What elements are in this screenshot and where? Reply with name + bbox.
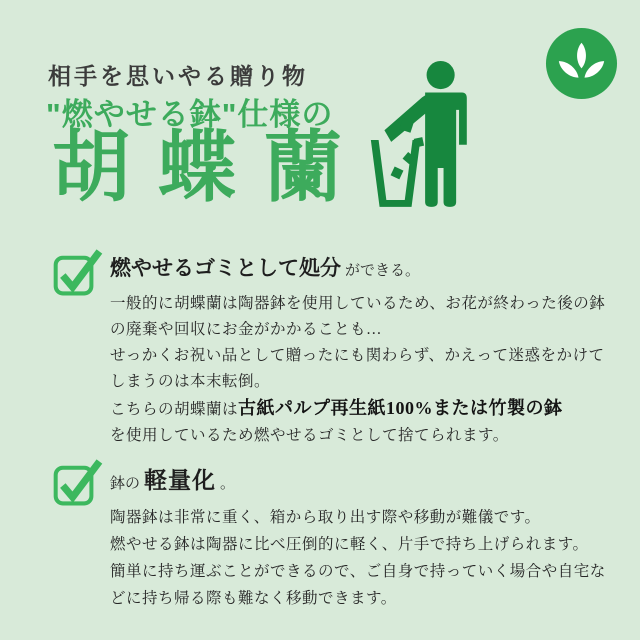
heading-suffix: ができる。	[345, 263, 421, 279]
section-disposal	[110, 252, 615, 449]
heading-main: 燃やせるゴミとして処分	[110, 256, 341, 280]
heading-prefix: 鉢の	[110, 476, 141, 492]
body-line: を使用しているため燃やせるゴミとして捨てられます。	[110, 427, 509, 444]
page-title: 胡蝶蘭	[52, 123, 371, 211]
leaf-circle-icon	[544, 26, 619, 101]
section-disposal-heading	[110, 252, 615, 282]
checked-checkbox-icon	[53, 247, 103, 297]
section-lightweight	[110, 462, 615, 612]
heading-suffix: 。	[220, 476, 236, 492]
heading-main: 軽量化	[144, 468, 217, 493]
body-line: 一般的に胡蝶蘭は陶器鉢を使用しているため、お花が終わった後の鉢	[110, 295, 606, 312]
body-line: しまうのは本末転倒。	[110, 373, 271, 390]
body-line: 簡単に持ち運ぶことができるので、ご自身で持っていく場合や自宅な	[110, 563, 606, 580]
tagline-text: 相手を思いやる贈り物	[48, 63, 308, 89]
section-lightweight-heading	[110, 462, 615, 495]
body-line: 燃やせる鉢は陶器に比べ圧倒的に軽く、片手で持ち上げられます。	[110, 536, 589, 553]
body-line: の廃棄や回収にお金がかかることも…	[110, 321, 383, 338]
body-line: せっかくお祝い品として贈ったにも関わらず、かえって迷惑をかけて	[110, 347, 605, 364]
body-line-emphasis	[110, 395, 615, 423]
subtitle-text: "燃やせる鉢"仕様の	[46, 97, 334, 132]
body-line: 陶器鉢は非常に重く、箱から取り出す際や移動が難儀です。	[110, 509, 541, 526]
emphasis-text: 古紙パルプ再生紙100%または竹製の鉢	[238, 398, 563, 418]
body-line: どに持ち帰る際も難なく移動できます。	[110, 590, 397, 607]
emphasis-prefix: こちらの胡蝶蘭は	[110, 401, 239, 418]
checked-checkbox-icon	[53, 457, 103, 507]
person-throwing-trash-icon	[366, 57, 492, 220]
